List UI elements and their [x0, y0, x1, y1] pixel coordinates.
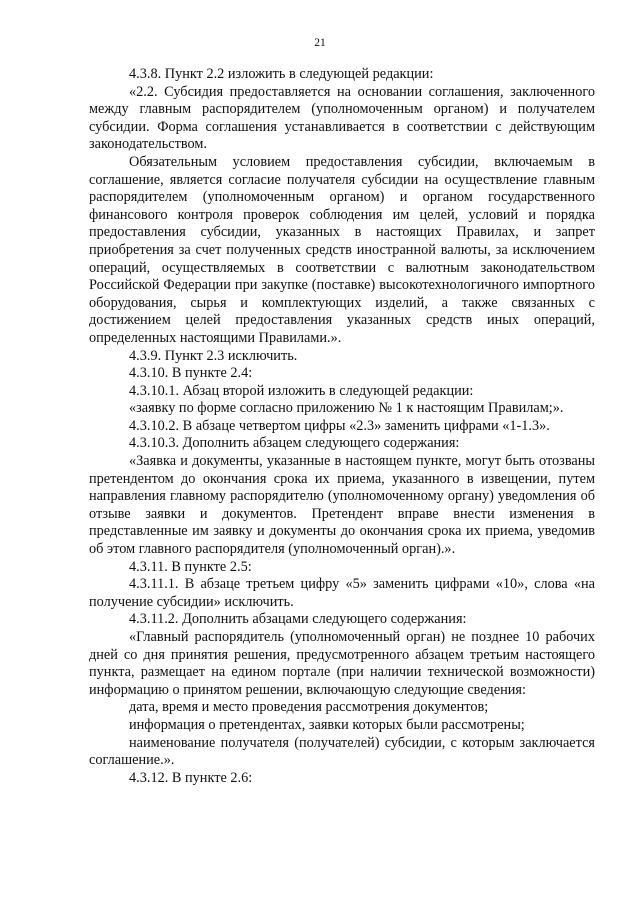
paragraph: дата, время и место проведения рассмотрения документов; — [129, 699, 489, 716]
paragraph: 4.3.11. В пункте 2.5: — [129, 558, 252, 575]
paragraph: «Заявка и документы, указанные в настоящем пункте, могут быть отозваны претендентом до окончания срока их приема, указанного в извещении, путем направления главному распорядителю (уполномоченному органу) уведомления об отзыве заявки и документов. Претендент вправе внести изменения в представленные им заявку и документы до окончания срока их приема, уведомив об этом главного распорядителя (уполномоченный орган).». — [89, 453, 595, 558]
paragraph: 4.3.10.1. Абзац второй изложить в следующей редакции: — [129, 382, 474, 399]
paragraph: 4.3.11.1. В абзаце третьем цифру «5» заменить цифрами «10», слова «на получение субсидии» исключить. — [89, 576, 595, 610]
page-number: 21 — [314, 37, 326, 49]
paragraph: 4.3.10. В пункте 2.4: — [129, 365, 253, 382]
paragraph: 4.3.9. Пункт 2.3 исключить. — [129, 347, 298, 364]
paragraph: Обязательным условием предоставления субсидии, включаемым в соглашение, является согласие получателя субсидии на осуществление главным распорядителем (уполномоченным органом) и органом государственного финансового контроля проверок соблюдения им целей, условий и порядка предоставления субсидии, указанных в настоящих Правилах, и запрет приобретения за счет полученных средств иностранной валюты, за исключением операций, осуществляемых в соответствии с валютным законодательством Российской Федерации при закупке (поставке) высокотехнологичного импортного оборудования, сырья и комплектующих изделий, а также связанных с достижением целей предоставления указанных средств иных операций, определенных настоящими Правилами.». — [89, 153, 595, 346]
paragraph: «2.2. Субсидия предоставляется на основании соглашения, заключенного между главным распорядителем (уполномоченным органом) и получателем субсидии. Форма соглашения устанавливается в соответствии с действующим законодательством. — [89, 83, 595, 153]
paragraph: наименование получателя (получателей) субсидии, с которым заключается соглашение.». — [89, 734, 595, 769]
paragraph: «Главный распорядитель (уполномоченный орган) не позднее 10 рабочих дней со дня принятия решения, предусмотренного абзацем третьим настоящего пункта, размещает на едином портале (при наличии технической возможности) информацию о принятом решении, включающую следующие сведения: — [89, 629, 595, 698]
document-body — [89, 66, 595, 787]
paragraph: 4.3.12. В пункте 2.6: — [129, 769, 253, 786]
paragraph: «заявку по форме согласно приложению № 1 к настоящим Правилам;». — [129, 400, 564, 417]
paragraph: 4.3.11.2. Дополнить абзацами следующего содержания: — [129, 611, 467, 628]
paragraph: 4.3.10.3. Дополнить абзацем следующего содержания: — [129, 435, 460, 452]
paragraph: 4.3.10.2. В абзаце четвертом цифры «2.3» заменить цифрами «1-1.3». — [129, 417, 550, 434]
paragraph: информация о претендентах, заявки которых были рассмотрены; — [129, 716, 525, 733]
paragraph: 4.3.8. Пункт 2.2 изложить в следующей редакции: — [129, 66, 434, 82]
